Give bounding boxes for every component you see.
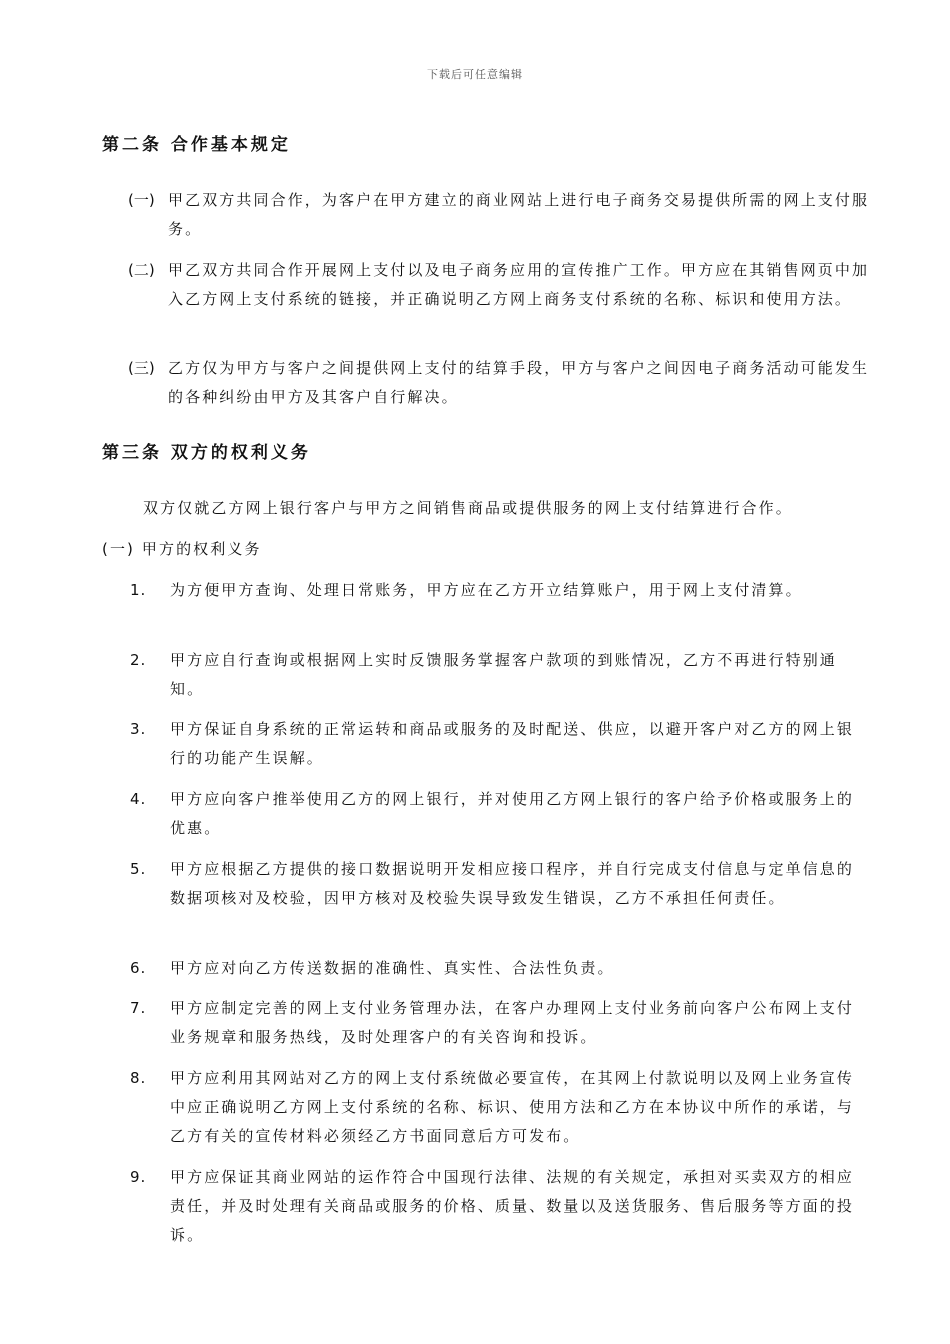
- item-text: 乙方仅为甲方与客户之间提供网上支付的结算手段，甲方与客户之间因电子商务活动可能发生的各种纠纷由甲方及其客户自行解决。: [168, 359, 870, 406]
- article-2-heading: 第二条 合作基本规定: [102, 135, 291, 155]
- item-text: 甲方应保证其商业网站的运作符合中国现行法律、法规的有关规定，承担对买卖双方的相应责任，并及时处理有关商品或服务的价格、质量、数量以及送货服务、售后服务等方面的投诉。: [170, 1168, 855, 1244]
- item-text: 甲乙双方共同合作开展网上支付以及电子商务应用的宣传推广工作。甲方应在其销售网页中加入乙方网上支付系统的链接，并正确说明乙方网上商务支付系统的名称、标识和使用方法。: [168, 261, 870, 308]
- item-text: 甲方应制定完善的网上支付业务管理办法，在客户办理网上支付业务前向客户公布网上支付业务规章和服务热线，及时处理客户的有关咨询和投诉。: [170, 999, 855, 1046]
- item-number: 2.: [130, 651, 147, 669]
- item-text: 为方便甲方查询、处理日常账务，甲方应在乙方开立结算账户，用于网上支付清算。: [170, 581, 803, 599]
- article-3-intro: 双方仅就乙方网上银行客户与甲方之间销售商品或提供服务的网上支付结算进行合作。: [143, 499, 793, 517]
- item-number: 1.: [130, 581, 147, 599]
- header-note: 下载后可任意编辑: [427, 68, 523, 81]
- item-text: 甲方应对向乙方传送数据的准确性、真实性、合法性负责。: [170, 959, 615, 977]
- item-number: 3.: [130, 720, 147, 738]
- item-number: 5.: [130, 860, 147, 878]
- item-text: 甲方应利用其网站对乙方的网上支付系统做必要宣传，在其网上付款说明以及网上业务宣传中应正确说明乙方网上支付系统的名称、标识、使用方法和乙方在本协议中所作的承诺，与乙方有关的宣传材料必须经乙方书面同意后方可发布。: [170, 1069, 855, 1145]
- item-label: (二): [128, 261, 155, 279]
- item-text: 甲方应根据乙方提供的接口数据说明开发相应接口程序，并自行完成支付信息与定单信息的数据项核对及校验，因甲方核对及校验失误导致发生错误，乙方不承担任何责任。: [170, 860, 855, 907]
- item-text: 甲乙双方共同合作，为客户在甲方建立的商业网站上进行电子商务交易提供所需的网上支付服务。: [168, 191, 870, 238]
- article-3-heading: 第三条 双方的权利义务: [102, 443, 311, 463]
- item-number: 6.: [130, 959, 147, 977]
- item-number: 4.: [130, 790, 147, 808]
- item-text: 甲方应向客户推举使用乙方的网上银行，并对使用乙方网上银行的客户给予价格或服务上的优惠。: [170, 790, 855, 837]
- article-3-subheading: (一) 甲方的权利义务: [102, 540, 262, 558]
- item-text: 甲方应自行查询或根据网上实时反馈服务掌握客户款项的到账情况，乙方不再进行特别通知。: [170, 651, 837, 698]
- item-number: 9.: [130, 1168, 147, 1186]
- item-label: (三): [128, 359, 155, 377]
- item-number: 7.: [130, 999, 147, 1017]
- item-number: 8.: [130, 1069, 147, 1087]
- item-label: (一): [128, 191, 155, 209]
- item-text: 甲方保证自身系统的正常运转和商品或服务的及时配送、供应，以避开客户对乙方的网上银行的功能产生误解。: [170, 720, 855, 767]
